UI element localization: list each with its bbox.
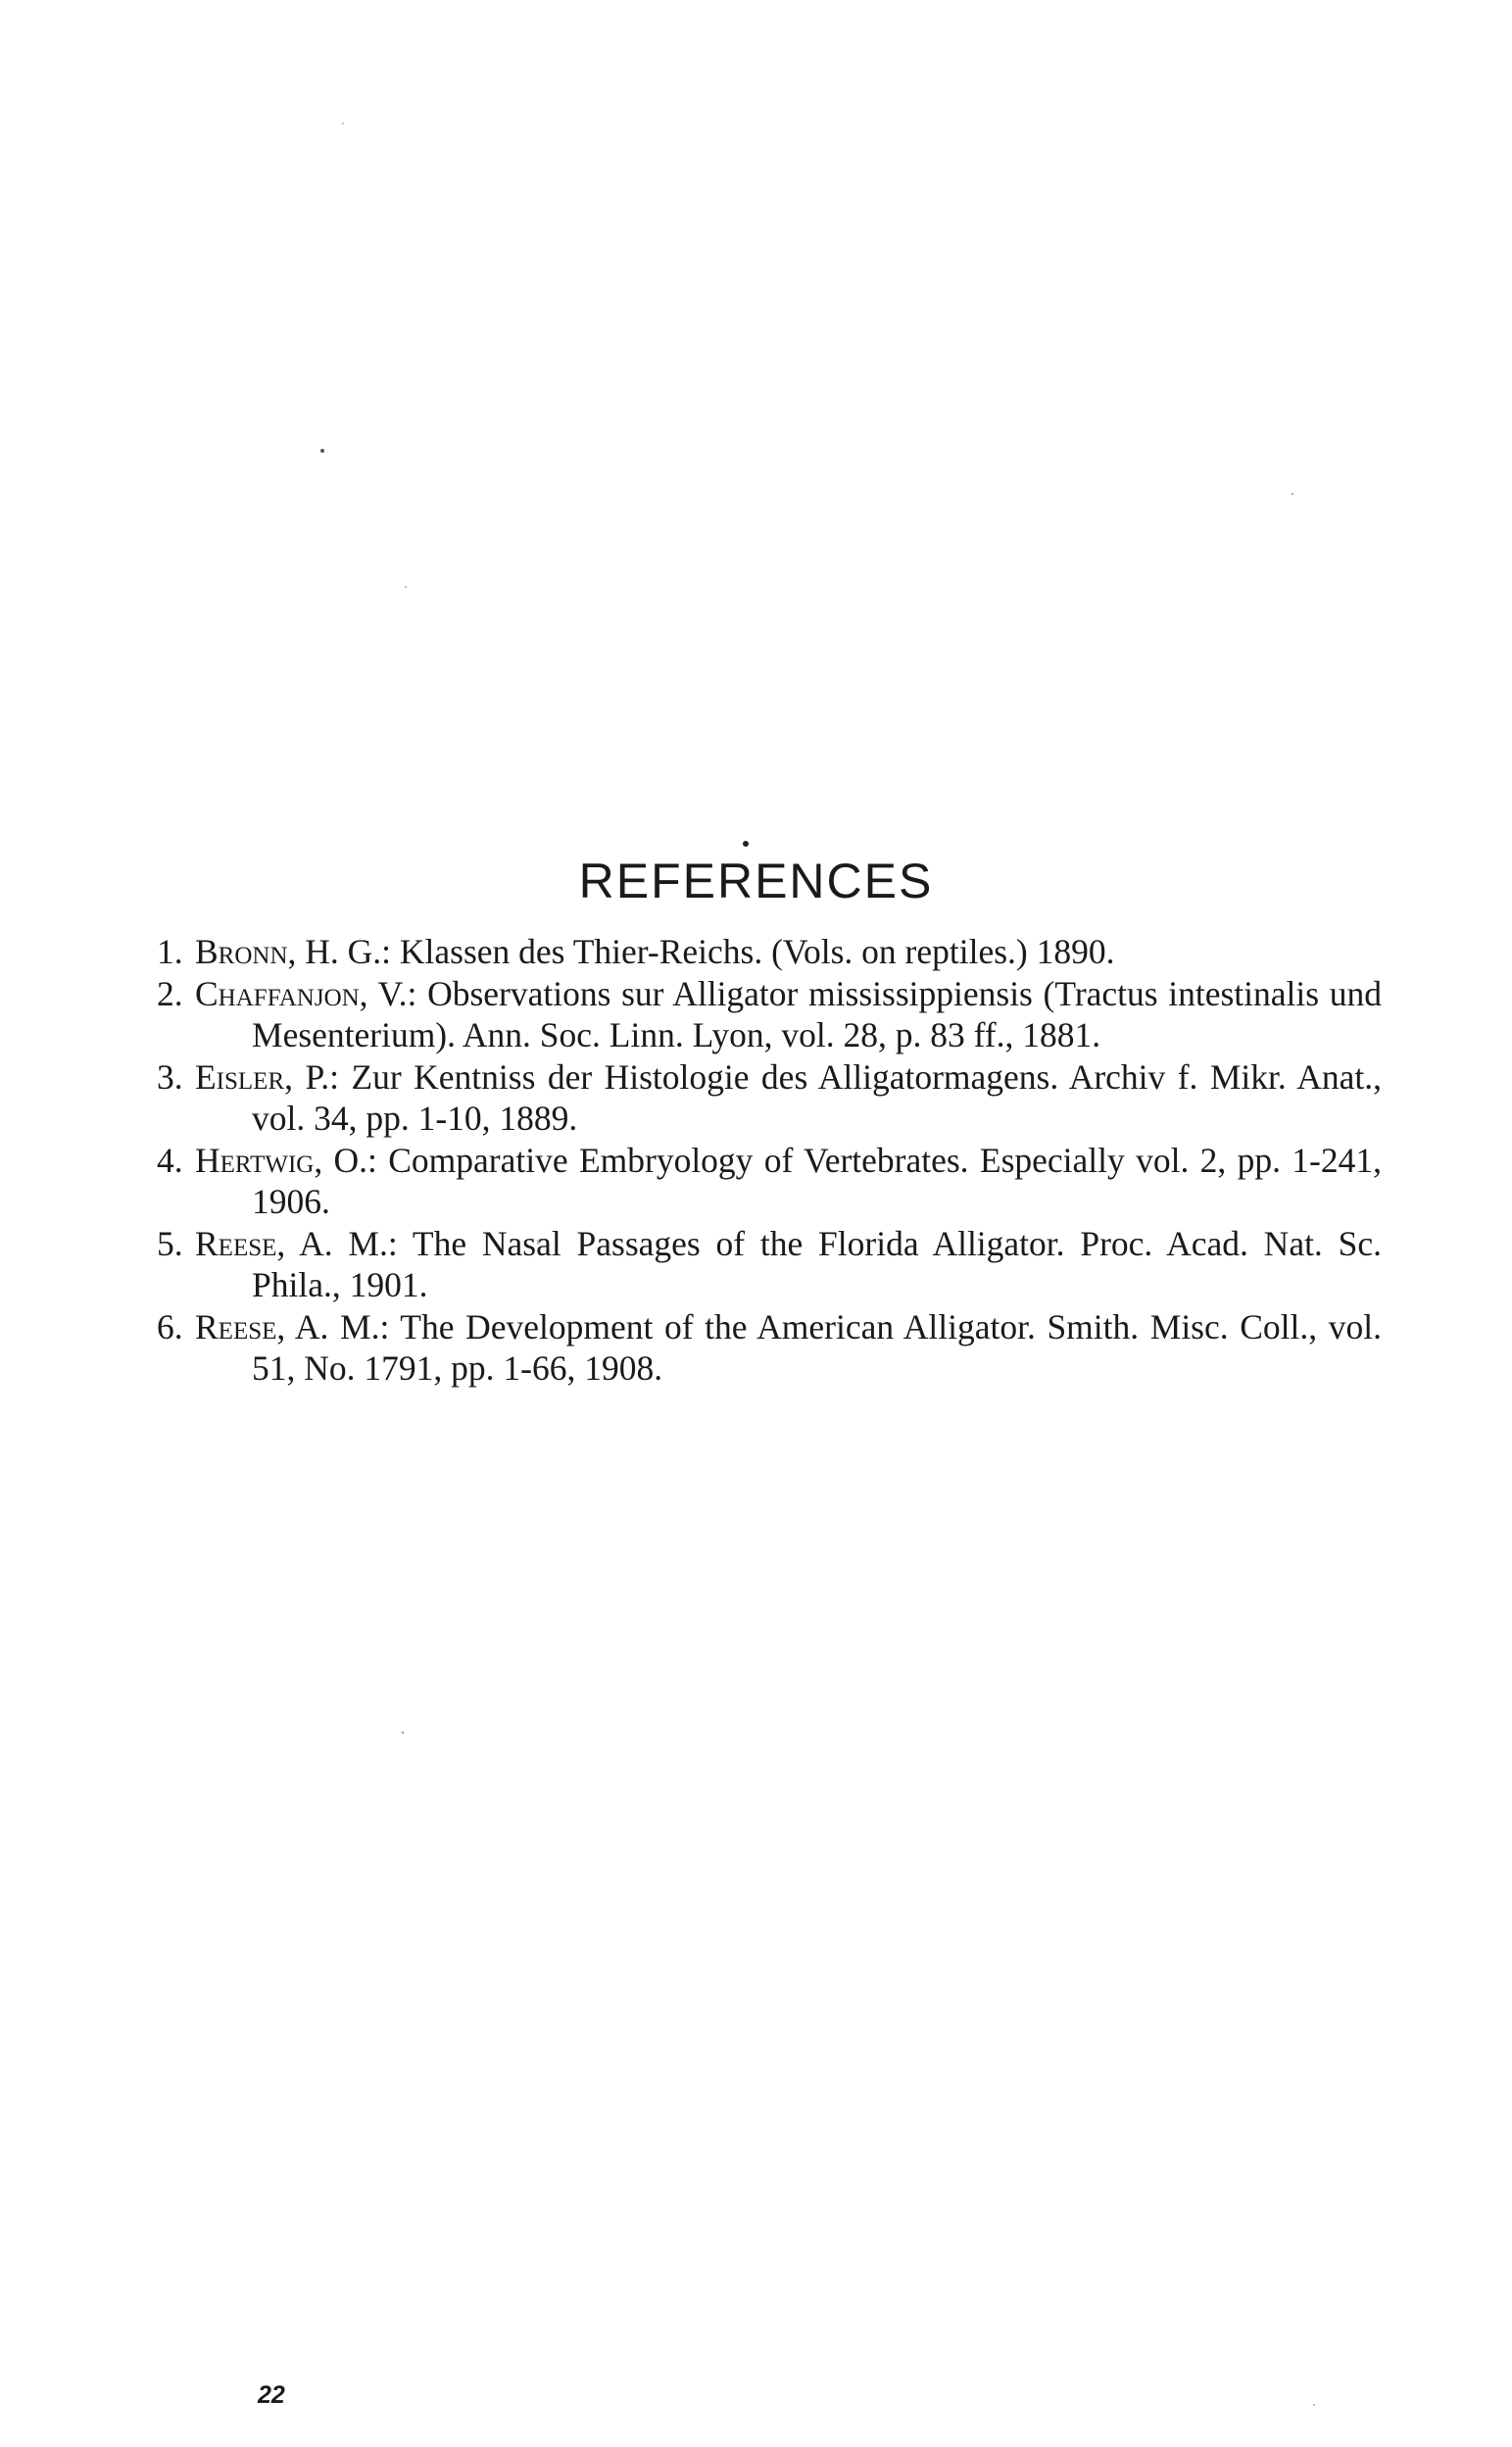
reference-author: Chaffanjon, V.:	[195, 973, 417, 1013]
scan-speck	[405, 586, 407, 588]
scan-speck	[1313, 2404, 1315, 2406]
reference-number: 6.	[157, 1306, 183, 1346]
reference-text: Comparative Embryology of Vertebrates. Especially vol. 2, pp. 1-241, 1906.	[252, 1140, 1383, 1221]
scan-speck	[320, 449, 324, 453]
reference-number: 5.	[157, 1223, 183, 1263]
reference-item	[157, 1056, 1382, 1140]
scan-speck	[342, 122, 344, 124]
reference-number: 1.	[157, 932, 183, 971]
scan-speck	[402, 1732, 404, 1734]
reference-text: The Nasal Passages of the Florida Alligator. Proc. Acad. Nat. Sc. Phila., 1901.	[252, 1223, 1382, 1304]
page-number: 22	[258, 2381, 285, 2409]
reference-item	[157, 973, 1382, 1056]
reference-item	[157, 1223, 1382, 1306]
reference-number: 4.	[157, 1140, 183, 1180]
reference-list	[157, 931, 1382, 1390]
reference-text: The Development of the American Alligator. Smith. Misc. Coll., vol. 51, No. 1791, pp. 1-66, 1908.	[252, 1306, 1382, 1388]
reference-item	[157, 1306, 1382, 1390]
reference-number: 2.	[157, 973, 183, 1013]
references-heading: REFERENCES	[578, 854, 934, 908]
reference-author: Bronn, H. G.:	[195, 932, 392, 971]
scan-speck	[1292, 493, 1293, 495]
reference-text: Klassen des Thier-Reichs. (Vols. on reptiles.) 1890.	[391, 932, 1115, 971]
reference-author: Reese, A. M.:	[195, 1306, 390, 1346]
scan-speck	[743, 841, 749, 847]
reference-author: Eisler, P.:	[195, 1056, 339, 1097]
reference-number: 3.	[157, 1056, 183, 1097]
reference-text: Observations sur Alligator mississippiensis (Tractus intestinalis und Mesenterium). Ann. Soc. Linn. Lyon, vol. 28, p. 83 ff., 1881.	[252, 973, 1383, 1054]
reference-author: Hertwig, O.:	[195, 1140, 377, 1180]
reference-text: Zur Kentniss der Histologie des Alligatormagens. Archiv f. Mikr. Anat., vol. 34, pp. 1-10, 1889.	[252, 1056, 1382, 1138]
reference-item	[157, 1140, 1382, 1223]
reference-author: Reese, A. M.:	[195, 1223, 398, 1263]
reference-item	[157, 931, 1382, 973]
